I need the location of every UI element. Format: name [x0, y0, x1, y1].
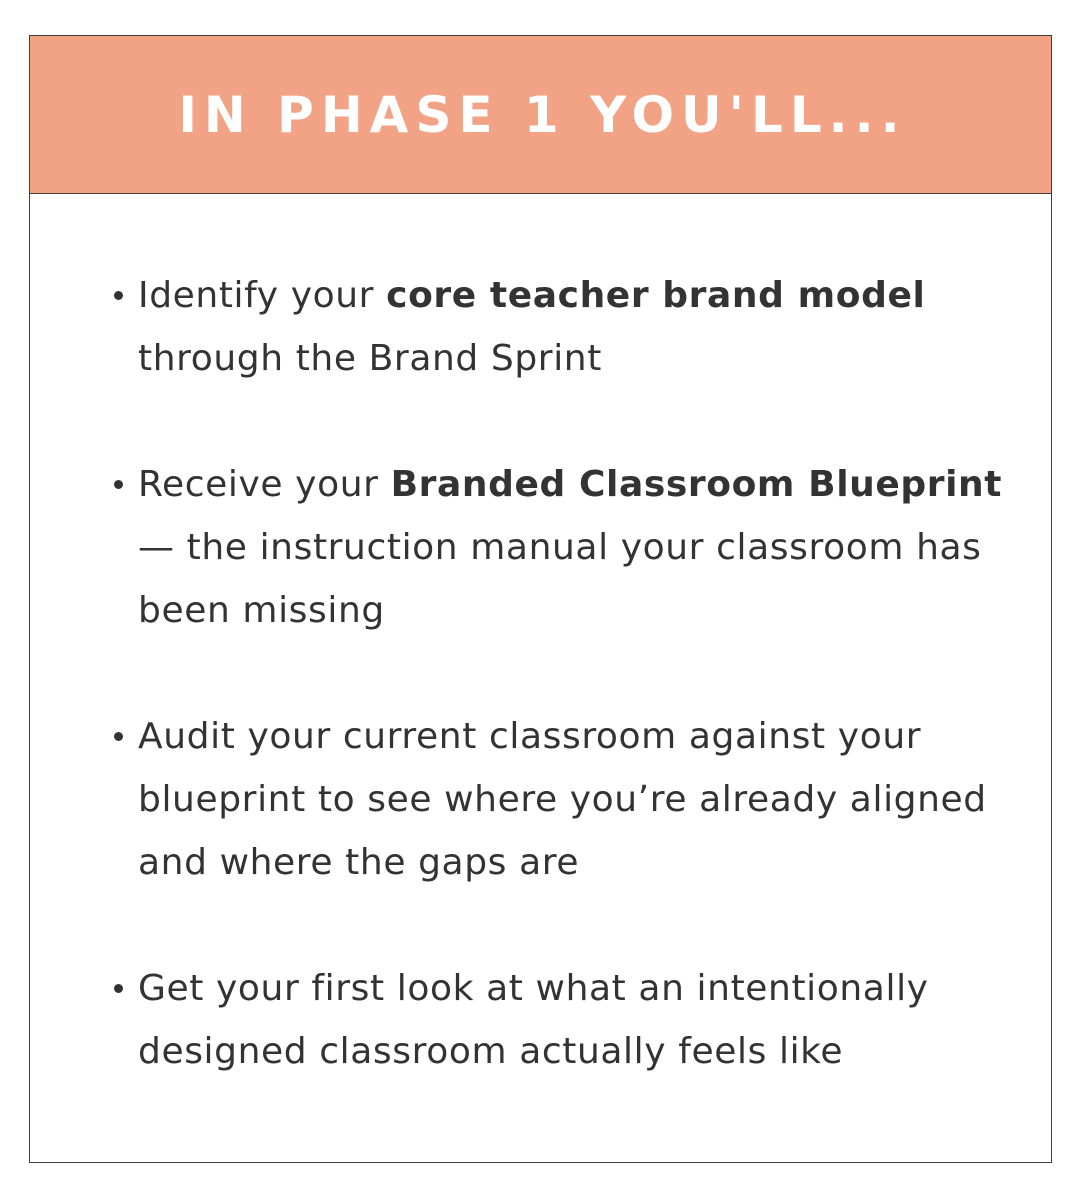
- card-title: IN PHASE 1 YOU'LL...: [178, 85, 907, 144]
- bullet-icon: [114, 480, 123, 489]
- item-text: Get your first look at what an intentionally designed classroom actually feels like: [138, 968, 929, 1072]
- item-text-bold: core teacher brand model: [386, 275, 926, 316]
- list-item: [138, 957, 1018, 1083]
- item-text: Identify your: [138, 275, 387, 316]
- list-item: [138, 453, 1018, 642]
- bullet-icon: [114, 291, 123, 300]
- item-text: — the instruction manual your classroom has been missing: [138, 527, 982, 631]
- item-text: Receive your: [138, 464, 391, 505]
- phase-card: [29, 35, 1052, 1163]
- item-text: Audit your current classroom against your blueprint to see where you’re already aligned and where the gaps are: [138, 716, 987, 883]
- list-item: [138, 264, 1018, 390]
- item-text: through the Brand Sprint: [138, 338, 602, 379]
- bullet-icon: [114, 984, 123, 993]
- list-item: [138, 705, 1018, 894]
- bullet-icon: [114, 732, 123, 741]
- card-header: [30, 36, 1051, 194]
- item-text-bold: Branded Classroom Blueprint: [390, 464, 1003, 505]
